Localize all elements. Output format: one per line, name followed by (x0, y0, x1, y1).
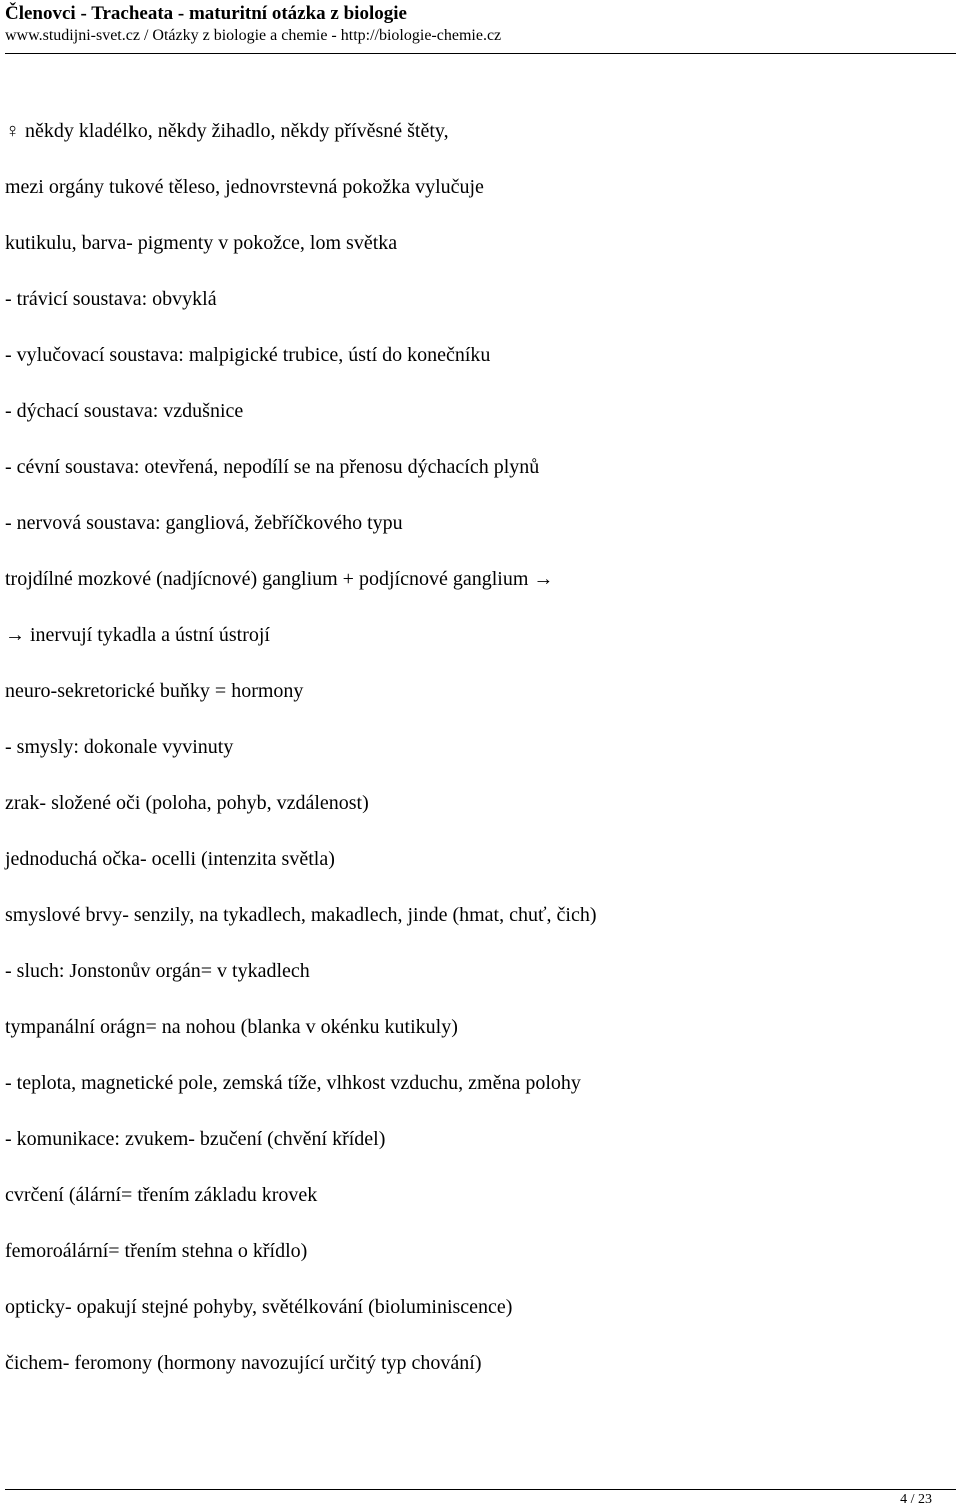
text-line: - trávicí soustava: obvyklá (5, 288, 217, 310)
text-line: - sluch: Jonstonův orgán= v tykadlech (5, 960, 310, 982)
text-line: tympanální orágn= na nohou (blanka v okénku kutikuly) (5, 1016, 458, 1038)
text-line: - cévní soustava: otevřená, nepodílí se na přenosu dýchacích plynů (5, 456, 540, 478)
text-line: - nervová soustava: gangliová, žebříčkového typu (5, 512, 403, 534)
text-line: → inervují tykadla a ústní ústrojí (5, 624, 270, 646)
footer-divider (5, 1489, 956, 1490)
text-line: - teplota, magnetické pole, zemská tíže, vlhkost vzduchu, změna polohy (5, 1072, 581, 1094)
text-line: smyslové brvy- senzily, na tykadlech, makadlech, jinde (hmat, chuť, čich) (5, 904, 597, 926)
page-header (5, 2, 955, 46)
text-line: - vylučovací soustava: malpigické trubice, ústí do konečníku (5, 344, 491, 366)
document-source: www.studijni-svet.cz / Otázky z biologie a chemie - http://biologie-chemie.cz (5, 27, 502, 44)
text-line: trojdílné mozkové (nadjícnové) ganglium + podjícnové ganglium → (5, 568, 554, 590)
document-body (5, 117, 945, 1405)
header-divider (5, 53, 956, 54)
text-line: ♀ někdy kladélko, někdy žihadlo, někdy přívěsné štěty, (5, 120, 449, 142)
text-line: - smysly: dokonale vyvinuty (5, 736, 234, 758)
text-line: femoroálární= třením stehna o křídlo) (5, 1240, 308, 1262)
document-title: Členovci - Tracheata - maturitní otázka z biologie (5, 3, 407, 24)
text-line: opticky- opakují stejné pohyby, světélkování (bioluminiscence) (5, 1296, 513, 1318)
page-number: 4 / 23 (900, 1492, 932, 1507)
text-line: kutikulu, barva- pigmenty v pokožce, lom světka (5, 232, 398, 254)
text-line: mezi orgány tukové těleso, jednovrstevná pokožka vylučuje (5, 176, 484, 198)
text-line: - dýchací soustava: vzdušnice (5, 400, 244, 422)
text-line: jednoduchá očka- ocelli (intenzita světla) (5, 848, 335, 870)
text-line: - komunikace: zvukem- bzučení (chvění křídel) (5, 1128, 386, 1150)
text-line: zrak- složené oči (poloha, pohyb, vzdálenost) (5, 792, 369, 814)
text-line: neuro-sekretorické buňky = hormony (5, 680, 304, 702)
text-line: cvrčení (álární= třením základu krovek (5, 1184, 318, 1206)
text-line: čichem- feromony (hormony navozující určitý typ chování) (5, 1352, 482, 1374)
